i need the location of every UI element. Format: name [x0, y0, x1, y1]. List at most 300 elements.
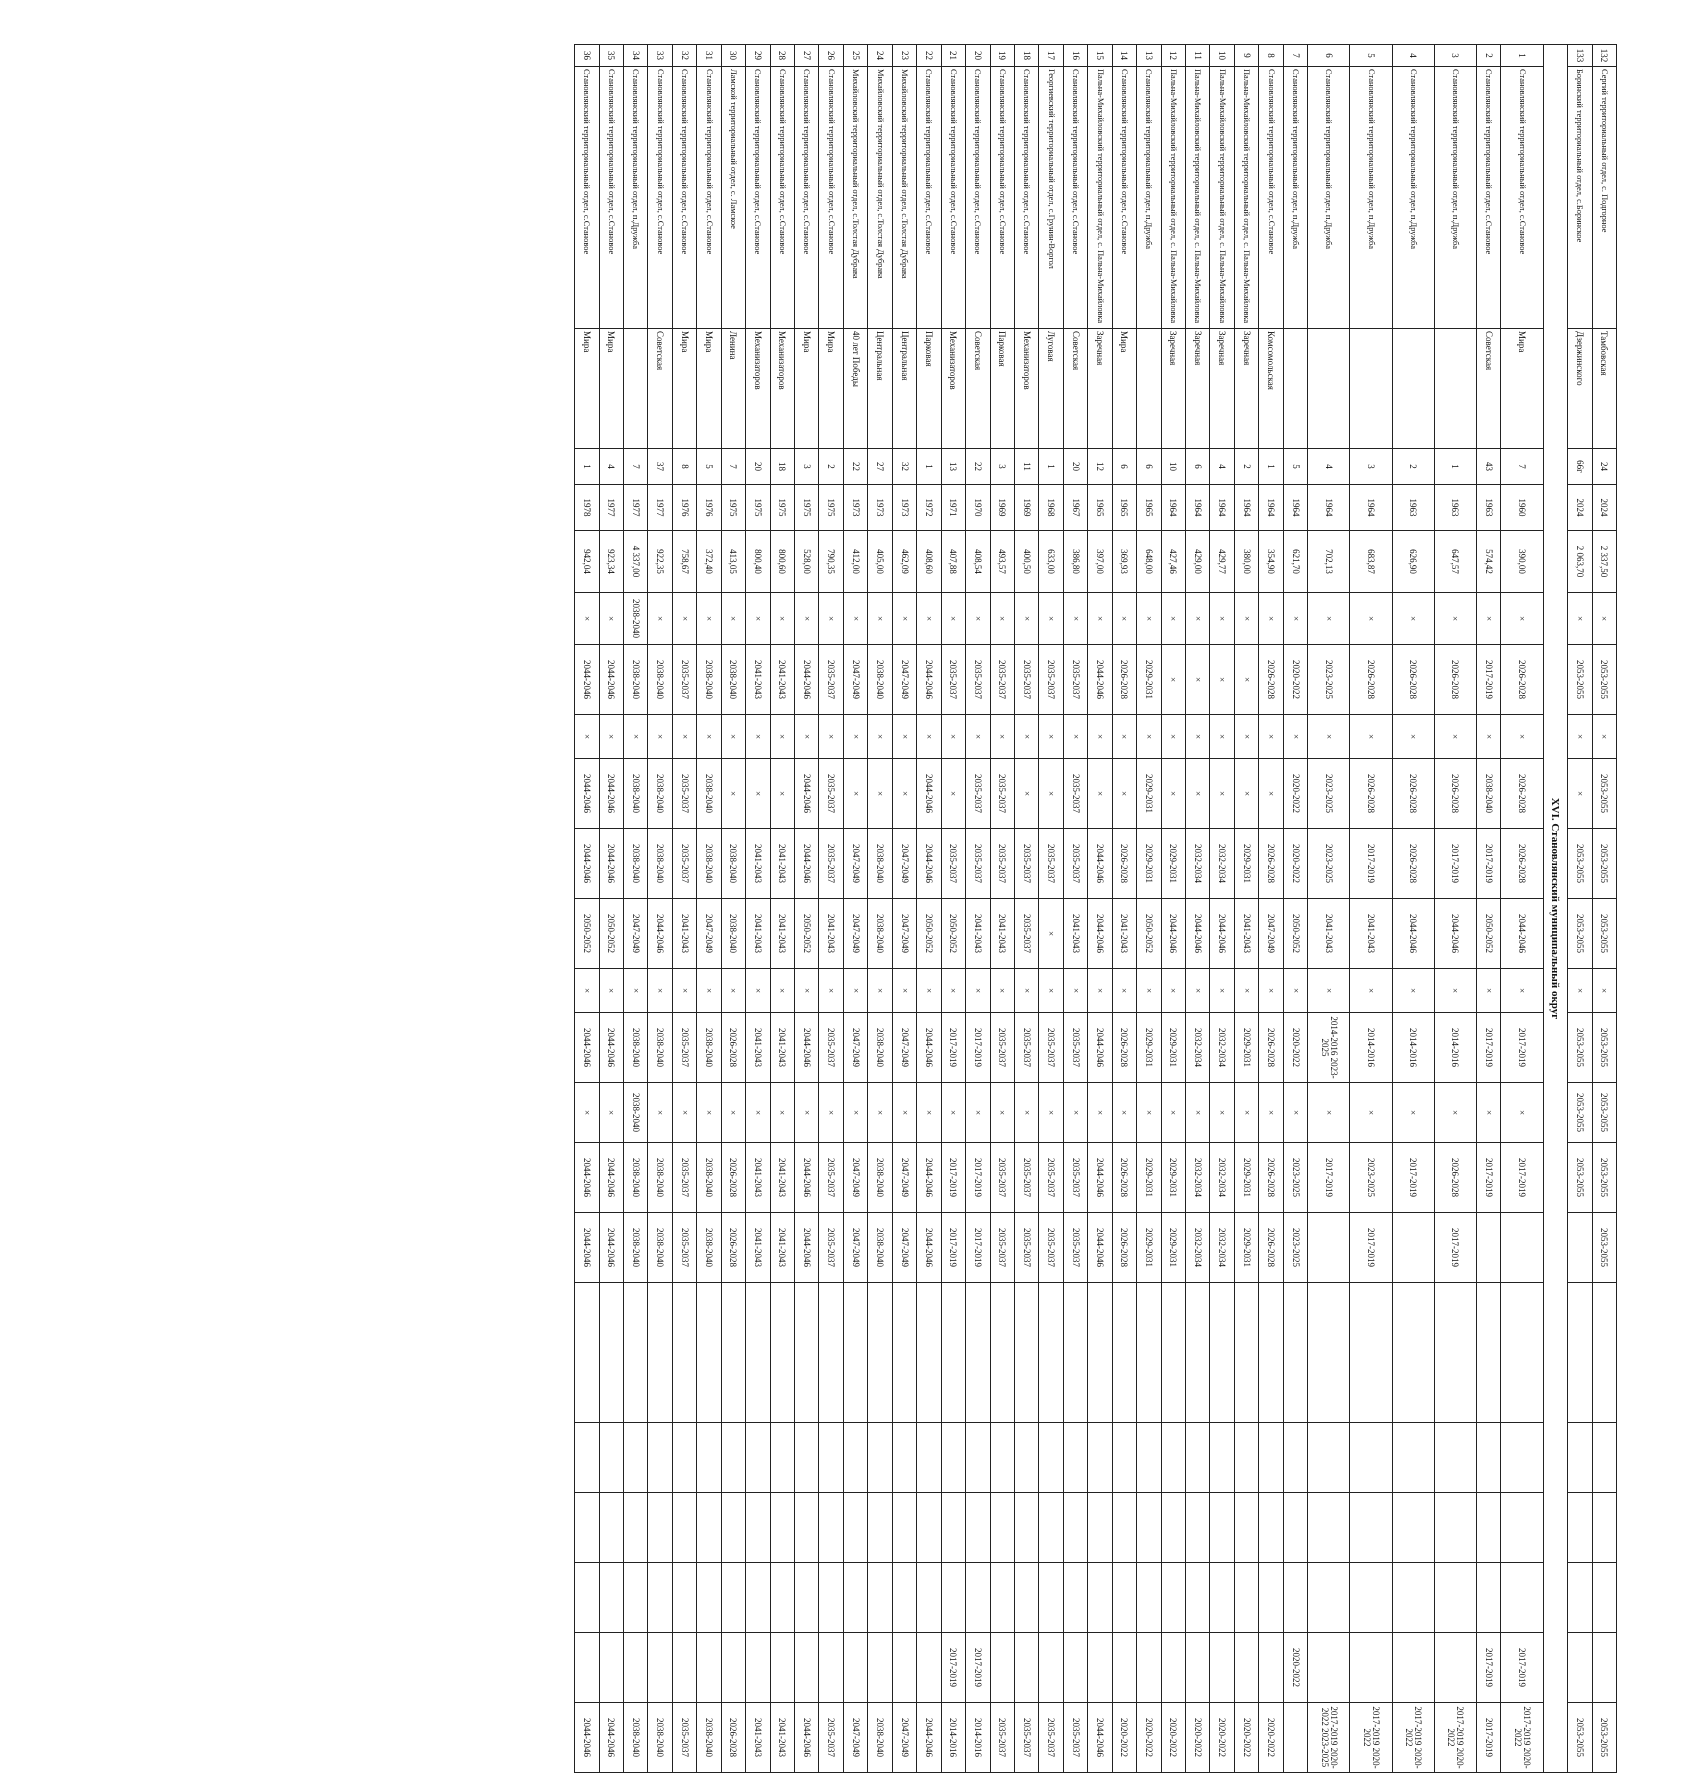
cell-c6: 2038-2040 — [721, 899, 745, 969]
cell-c3: × — [1592, 715, 1616, 759]
cell-c16 — [843, 1633, 867, 1703]
cell-c14 — [1308, 1493, 1350, 1563]
cell-c9: × — [1308, 1083, 1350, 1143]
cell-c3: × — [868, 715, 892, 759]
cell-address: Сергий территориальный отдел, с. Подгорное — [1592, 67, 1616, 329]
cell-c5: 2029-2031 — [1161, 829, 1185, 899]
cell-c1: × — [1350, 593, 1392, 645]
cell-c2: 2026-2028 — [1112, 645, 1136, 715]
cell-c4: × — [843, 759, 867, 829]
table-row — [1283, 45, 1307, 1773]
cell-c6: 2047-2049 — [1259, 899, 1283, 969]
cell-c15 — [599, 1563, 623, 1633]
table-row — [721, 45, 745, 1773]
table-row — [1186, 45, 1210, 1773]
cell-c5: 2044-2046 — [795, 829, 819, 899]
cell-c16 — [1434, 1633, 1476, 1703]
cell-street: Заречная — [1234, 329, 1258, 449]
cell-area: 2 337,50 — [1592, 531, 1616, 593]
cell-c8: 2035-2037 — [1063, 1013, 1087, 1083]
cell-year: 1964 — [1283, 485, 1307, 531]
cell-c3: × — [1063, 715, 1087, 759]
cell-c3: × — [1283, 715, 1307, 759]
cell-address: Становлянский территориальный отдел, с.Становое — [1014, 67, 1038, 329]
cell-c15 — [1137, 1563, 1161, 1633]
cell-c12 — [1210, 1283, 1234, 1423]
cell-c9: × — [1350, 1083, 1392, 1143]
cell-c17: 2020-2022 — [1259, 1703, 1283, 1773]
cell-c4: 2044-2046 — [575, 759, 600, 829]
cell-c11: 2044-2046 — [795, 1213, 819, 1283]
cell-c11 — [1568, 1213, 1592, 1283]
cell-no: 30 — [721, 45, 745, 67]
cell-c8: 2026-2028 — [1259, 1013, 1283, 1083]
cell-c5: 2017-2019 — [1350, 829, 1392, 899]
cell-c5: 2044-2046 — [599, 829, 623, 899]
cell-c7: × — [1477, 969, 1501, 1013]
cell-c13 — [672, 1423, 696, 1493]
cell-c1: × — [1308, 593, 1350, 645]
cell-c9: × — [941, 1083, 965, 1143]
cell-c16 — [795, 1633, 819, 1703]
cell-year: 1975 — [819, 485, 843, 531]
cell-c12 — [843, 1283, 867, 1423]
cell-c4: 2044-2046 — [795, 759, 819, 829]
cell-c1: × — [721, 593, 745, 645]
cell-address: Становлянский территориальный отдел, с.Становое — [1501, 67, 1543, 329]
cell-house: 5 — [697, 449, 721, 485]
cell-c14 — [966, 1493, 990, 1563]
cell-house: 7 — [1501, 449, 1543, 485]
cell-no: 18 — [1014, 45, 1038, 67]
cell-c7: × — [990, 969, 1014, 1013]
table-row — [868, 45, 892, 1773]
cell-c11: 2029-2031 — [1234, 1213, 1258, 1283]
cell-c8: 2044-2046 — [917, 1013, 941, 1083]
cell-c10: 2029-2031 — [1161, 1143, 1185, 1213]
cell-c12 — [892, 1283, 916, 1423]
cell-c4: × — [1088, 759, 1112, 829]
cell-street: Мира — [795, 329, 819, 449]
cell-no: 21 — [941, 45, 965, 67]
cell-c6: × — [1039, 899, 1063, 969]
cell-c5: 2017-2019 — [1477, 829, 1501, 899]
cell-c15 — [770, 1563, 794, 1633]
cell-c6: 2041-2043 — [770, 899, 794, 969]
cell-c10: 2017-2019 — [966, 1143, 990, 1213]
cell-year: 1964 — [1308, 485, 1350, 531]
cell-c11 — [1477, 1213, 1501, 1283]
cell-c10: 2047-2049 — [843, 1143, 867, 1213]
cell-c8: 2038-2040 — [623, 1013, 647, 1083]
cell-address: Становлянский территориальный отдел, п.Дружба — [623, 67, 647, 329]
cell-c4: 2023-2025 — [1308, 759, 1350, 829]
cell-no: 9 — [1234, 45, 1258, 67]
cell-c10: 2035-2037 — [1063, 1143, 1087, 1213]
cell-c13 — [1088, 1423, 1112, 1493]
table-row — [941, 45, 965, 1773]
cell-c11: 2044-2046 — [1088, 1213, 1112, 1283]
cell-c5: 2026-2028 — [1259, 829, 1283, 899]
cell-c17: 2035-2037 — [819, 1703, 843, 1773]
cell-c10: 2041-2043 — [746, 1143, 770, 1213]
cell-c4: 2026-2028 — [1434, 759, 1476, 829]
cell-c10: 2035-2037 — [1039, 1143, 1063, 1213]
cell-house: 18 — [770, 449, 794, 485]
cell-c16 — [1210, 1633, 1234, 1703]
cell-c13 — [575, 1423, 600, 1493]
cell-c4: 2035-2037 — [966, 759, 990, 829]
cell-area: 942,04 — [575, 531, 600, 593]
cell-c1: × — [1161, 593, 1185, 645]
cell-c5: 2038-2040 — [623, 829, 647, 899]
cell-c13 — [1350, 1423, 1392, 1493]
cell-year: 1964 — [1210, 485, 1234, 531]
cell-c4: 2035-2037 — [672, 759, 696, 829]
cell-c3: × — [1568, 715, 1592, 759]
cell-c16: 2017-2019 — [1477, 1633, 1501, 1703]
cell-c10: 2023-2025 — [1283, 1143, 1307, 1213]
cell-c12 — [1283, 1283, 1307, 1423]
cell-year: 1963 — [1477, 485, 1501, 531]
cell-c8: 2026-2028 — [1112, 1013, 1136, 1083]
cell-c10: 2026-2028 — [1259, 1143, 1283, 1213]
cell-c7: × — [1210, 969, 1234, 1013]
cell-c6: 2047-2049 — [623, 899, 647, 969]
cell-c7: × — [1568, 969, 1592, 1013]
cell-address: Становлянский территориальный отдел, с.Становое — [697, 67, 721, 329]
cell-c1: × — [746, 593, 770, 645]
cell-c13 — [1592, 1423, 1616, 1493]
cell-c8: 2035-2037 — [672, 1013, 696, 1083]
cell-c15 — [1039, 1563, 1063, 1633]
cell-c9: × — [966, 1083, 990, 1143]
cell-house: 2 — [819, 449, 843, 485]
cell-area: 702,13 — [1308, 531, 1350, 593]
cell-c17: 2035-2037 — [1063, 1703, 1087, 1773]
table-row — [575, 45, 600, 1773]
cell-c15 — [1568, 1563, 1592, 1633]
cell-c1: × — [1112, 593, 1136, 645]
cell-area: 400,50 — [1014, 531, 1038, 593]
cell-no: 3 — [1434, 45, 1476, 67]
table-row — [1137, 45, 1161, 1773]
cell-c9: × — [721, 1083, 745, 1143]
cell-c8: 2053-2055 — [1568, 1013, 1592, 1083]
cell-c14 — [1014, 1493, 1038, 1563]
cell-c14 — [1161, 1493, 1185, 1563]
cell-c2: 2035-2037 — [819, 645, 843, 715]
cell-c6: 2050-2052 — [941, 899, 965, 969]
cell-c3: × — [770, 715, 794, 759]
cell-address: Становлянский территориальный отдел, с.Становое — [770, 67, 794, 329]
cell-area: 372,40 — [697, 531, 721, 593]
table-row — [1392, 45, 1434, 1773]
cell-year: 1960 — [1501, 485, 1543, 531]
cell-house: 37 — [648, 449, 672, 485]
cell-c12 — [1234, 1283, 1258, 1423]
cell-c1: × — [1592, 593, 1616, 645]
cell-c15 — [1392, 1563, 1434, 1633]
cell-c4: × — [1210, 759, 1234, 829]
cell-c6: 2047-2049 — [843, 899, 867, 969]
cell-c17: 2014-2016 — [966, 1703, 990, 1773]
cell-c7: × — [1186, 969, 1210, 1013]
cell-c16 — [990, 1633, 1014, 1703]
cell-c15 — [1283, 1563, 1307, 1633]
cell-c9: × — [1392, 1083, 1434, 1143]
cell-address: Михайловский территориальный отдел, с.Толстая Дубрава — [892, 67, 916, 329]
cell-c13 — [1161, 1423, 1185, 1493]
cell-c17: 2044-2046 — [917, 1703, 941, 1773]
cell-c9: × — [1014, 1083, 1038, 1143]
cell-c7: × — [1039, 969, 1063, 1013]
cell-c3: × — [1234, 715, 1258, 759]
cell-street: Мира — [575, 329, 600, 449]
cell-area: 413,05 — [721, 531, 745, 593]
cell-c4: × — [746, 759, 770, 829]
cell-c13 — [721, 1423, 745, 1493]
cell-year: 2024 — [1592, 485, 1616, 531]
cell-c2: 2026-2028 — [1434, 645, 1476, 715]
cell-c3: × — [1350, 715, 1392, 759]
cell-c16: 2017-2019 — [1501, 1633, 1543, 1703]
cell-c3: × — [1161, 715, 1185, 759]
cell-area: 800,60 — [770, 531, 794, 593]
cell-address: Становлянский территориальный отдел, с.Становое — [917, 67, 941, 329]
cell-c8: 2014-2016 2023-2025 — [1308, 1013, 1350, 1083]
cell-year: 1963 — [1434, 485, 1476, 531]
cell-c15 — [795, 1563, 819, 1633]
cell-year: 1977 — [623, 485, 647, 531]
cell-c6: 2044-2046 — [648, 899, 672, 969]
cell-house: 1 — [1039, 449, 1063, 485]
cell-street: 40 лет Победы — [843, 329, 867, 449]
cell-c8: 2017-2019 — [966, 1013, 990, 1083]
cell-c8: 2035-2037 — [1014, 1013, 1038, 1083]
cell-year: 1971 — [941, 485, 965, 531]
cell-c11: 2035-2037 — [1039, 1213, 1063, 1283]
cell-area: 493,57 — [990, 531, 1014, 593]
cell-c15 — [1161, 1563, 1185, 1633]
cell-c16 — [1308, 1633, 1350, 1703]
cell-c1: × — [1477, 593, 1501, 645]
cell-c11: 2029-2031 — [1137, 1213, 1161, 1283]
cell-c16: 2020-2022 — [1283, 1633, 1307, 1703]
cell-c15 — [1434, 1563, 1476, 1633]
cell-c17: 2044-2046 — [575, 1703, 600, 1773]
cell-c12 — [1137, 1283, 1161, 1423]
cell-area: 429,00 — [1186, 531, 1210, 593]
cell-c17: 2038-2040 — [697, 1703, 721, 1773]
cell-c12 — [697, 1283, 721, 1423]
cell-c9: × — [1039, 1083, 1063, 1143]
cell-c14 — [575, 1493, 600, 1563]
cell-house: 1 — [575, 449, 600, 485]
cell-c6: 2041-2043 — [746, 899, 770, 969]
cell-c7: × — [721, 969, 745, 1013]
cell-c2: 2026-2028 — [1350, 645, 1392, 715]
cell-c2: 2053-2055 — [1568, 645, 1592, 715]
cell-year: 1977 — [648, 485, 672, 531]
cell-address: Становлянский территориальный отдел, с.Становое — [1112, 67, 1136, 329]
cell-no: 34 — [623, 45, 647, 67]
cell-c15 — [1088, 1563, 1112, 1633]
cell-c1: × — [868, 593, 892, 645]
cell-address: Боринский территориальный отдел, с.Боринское — [1568, 67, 1592, 329]
cell-c8: 2020-2022 — [1283, 1013, 1307, 1083]
cell-year: 1964 — [1350, 485, 1392, 531]
table-row — [1088, 45, 1112, 1773]
cell-street — [1137, 329, 1161, 449]
cell-address: Пальна-Михайловский территориальный отдел, с. Пальна-Михайловка — [1186, 67, 1210, 329]
cell-house: 3 — [1350, 449, 1392, 485]
cell-street: Заречная — [1186, 329, 1210, 449]
cell-c17: 2020-2022 — [1186, 1703, 1210, 1773]
cell-c5: 2044-2046 — [575, 829, 600, 899]
cell-c10: 2035-2037 — [990, 1143, 1014, 1213]
cell-c5: 2035-2037 — [990, 829, 1014, 899]
cell-no: 7 — [1283, 45, 1307, 67]
cell-area: 800,40 — [746, 531, 770, 593]
cell-area: 380,00 — [1234, 531, 1258, 593]
cell-c1: × — [1186, 593, 1210, 645]
cell-c3: × — [623, 715, 647, 759]
cell-c2: × — [1186, 645, 1210, 715]
cell-c9: × — [868, 1083, 892, 1143]
cell-c2: 2035-2037 — [1039, 645, 1063, 715]
cell-address: Становлянский территориальный отдел, с.Становое — [1477, 67, 1501, 329]
cell-c16 — [868, 1633, 892, 1703]
cell-c17: 2041-2043 — [770, 1703, 794, 1773]
cell-c13 — [966, 1423, 990, 1493]
cell-c7: × — [795, 969, 819, 1013]
cell-c9: × — [917, 1083, 941, 1143]
cell-c10: 2038-2040 — [648, 1143, 672, 1213]
cell-c1: × — [1283, 593, 1307, 645]
cell-c2: × — [1234, 645, 1258, 715]
cell-c7: × — [770, 969, 794, 1013]
cell-c12 — [1186, 1283, 1210, 1423]
table-row — [1234, 45, 1258, 1773]
cell-street: Механизаторов — [770, 329, 794, 449]
cell-c9: × — [1063, 1083, 1087, 1143]
cell-c11: 2053-2055 — [1592, 1213, 1616, 1283]
cell-c13 — [1186, 1423, 1210, 1493]
cell-c17: 2017-2019 — [1477, 1703, 1501, 1773]
cell-area: 574,42 — [1477, 531, 1501, 593]
cell-c5: 2032-2034 — [1186, 829, 1210, 899]
cell-c2: 2038-2040 — [721, 645, 745, 715]
cell-c13 — [599, 1423, 623, 1493]
cell-c6: 2050-2052 — [575, 899, 600, 969]
cell-address: Становлянский территориальный отдел, с.Становое — [941, 67, 965, 329]
cell-c2: 2041-2043 — [746, 645, 770, 715]
cell-c6: 2041-2043 — [1350, 899, 1392, 969]
cell-year: 1973 — [892, 485, 916, 531]
cell-street — [1434, 329, 1476, 449]
cell-c12 — [1161, 1283, 1185, 1423]
table-row — [1477, 45, 1501, 1773]
cell-c1: × — [672, 593, 696, 645]
cell-c17: 2053-2055 — [1592, 1703, 1616, 1773]
cell-c7: × — [1350, 969, 1392, 1013]
cell-area: 923,34 — [599, 531, 623, 593]
cell-c12 — [1308, 1283, 1350, 1423]
cell-street: Мира — [697, 329, 721, 449]
table-row — [746, 45, 770, 1773]
cell-c7: × — [1014, 969, 1038, 1013]
cell-c12 — [941, 1283, 965, 1423]
cell-c16 — [1186, 1633, 1210, 1703]
cell-c5: 2038-2040 — [697, 829, 721, 899]
cell-address: Становлянский территориальный отдел, с.Становое — [966, 67, 990, 329]
cell-c9: × — [990, 1083, 1014, 1143]
table-row — [990, 45, 1014, 1773]
cell-c1: × — [575, 593, 600, 645]
cell-c7: × — [1137, 969, 1161, 1013]
cell-c9: × — [1283, 1083, 1307, 1143]
cell-year: 1973 — [868, 485, 892, 531]
cell-c5: 2035-2037 — [1014, 829, 1038, 899]
cell-c6: 2044-2046 — [1161, 899, 1185, 969]
cell-c11: 2044-2046 — [599, 1213, 623, 1283]
cell-c17: 2017-2019 2020-2022 2023-2025 — [1308, 1703, 1350, 1773]
cell-c8: 2038-2040 — [868, 1013, 892, 1083]
cell-c14 — [1392, 1493, 1434, 1563]
cell-c8: 2032-2034 — [1186, 1013, 1210, 1083]
cell-c13 — [795, 1423, 819, 1493]
cell-c14 — [672, 1493, 696, 1563]
cell-c7: × — [917, 969, 941, 1013]
cell-c9: 2053-2055 — [1568, 1083, 1592, 1143]
cell-no: 26 — [819, 45, 843, 67]
cell-c15 — [575, 1563, 600, 1633]
table-row — [1112, 45, 1136, 1773]
cell-house: 3 — [795, 449, 819, 485]
cell-c1: × — [1210, 593, 1234, 645]
cell-c9: × — [1088, 1083, 1112, 1143]
cell-c6: 2050-2052 — [1477, 899, 1501, 969]
cell-c7: × — [1592, 969, 1616, 1013]
cell-c12 — [1112, 1283, 1136, 1423]
cell-c5: 2035-2037 — [966, 829, 990, 899]
cell-c4: × — [892, 759, 916, 829]
cell-year: 1975 — [770, 485, 794, 531]
cell-c16 — [697, 1633, 721, 1703]
cell-c13 — [819, 1423, 843, 1493]
cell-c5: 2047-2049 — [843, 829, 867, 899]
cell-c11: 2035-2037 — [1063, 1213, 1087, 1283]
cell-c2: × — [1161, 645, 1185, 715]
cell-c15 — [1234, 1563, 1258, 1633]
cell-c13 — [1434, 1423, 1476, 1493]
cell-area: 354,90 — [1259, 531, 1283, 593]
cell-c13 — [1063, 1423, 1087, 1493]
cell-house: 6 — [1112, 449, 1136, 485]
cell-c6: 2041-2043 — [672, 899, 696, 969]
cell-c10: 2017-2019 — [941, 1143, 965, 1213]
cell-address: Михайловский территориальный отдел, с.Толстая Дубрава — [868, 67, 892, 329]
cell-c4: 2044-2046 — [917, 759, 941, 829]
cell-area: 922,35 — [648, 531, 672, 593]
cell-c15 — [1259, 1563, 1283, 1633]
cell-c6: 2041-2043 — [819, 899, 843, 969]
cell-c14 — [1186, 1493, 1210, 1563]
cell-c6: 2050-2052 — [917, 899, 941, 969]
cell-c12 — [1434, 1283, 1476, 1423]
cell-c11: 2038-2040 — [697, 1213, 721, 1283]
